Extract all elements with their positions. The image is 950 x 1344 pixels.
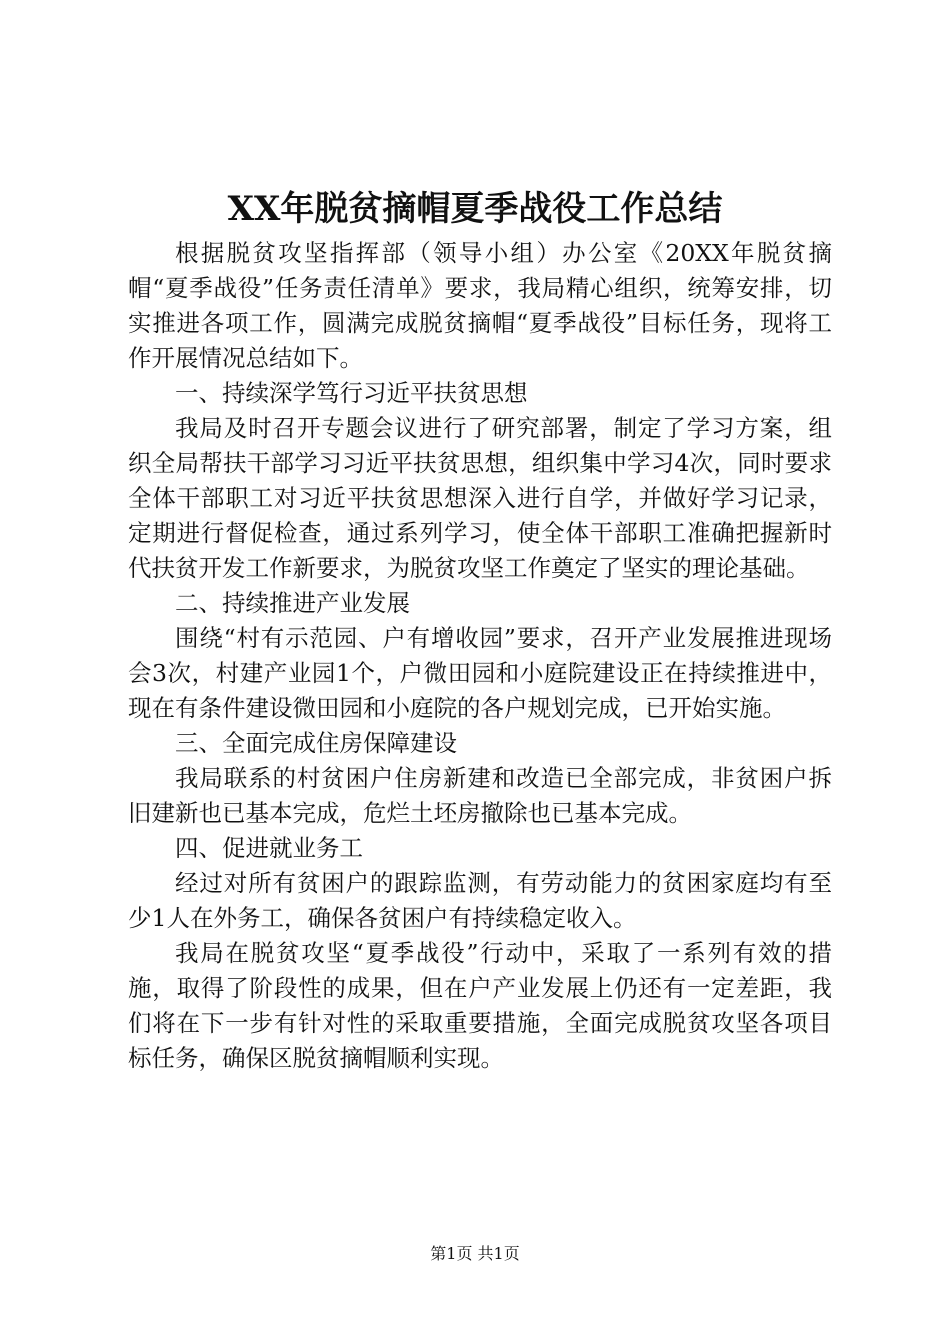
section-heading-2: 二、持续推进产业发展	[175, 589, 410, 617]
document-body	[128, 236, 832, 1076]
section-paragraph-3: 我局联系的村贫困户住房新建和改造已全部完成，非贫困户拆旧建新也已基本完成，危烂土坯房撤除也已基本完成。	[128, 764, 832, 827]
section-paragraph-2: 围绕“村有示范园、户有增收园”要求，召开产业发展推进现场会3次，村建产业园1个，户微田园和小庭院建设正在持续推进中，现在有条件建设微田园和小庭院的各户规划完成，已开始实施。	[128, 624, 832, 722]
section-heading-1: 一、持续深学笃行习近平扶贫思想	[175, 379, 528, 407]
document-title: XX年脱贫摘帽夏季战役工作总结	[227, 189, 723, 229]
section-paragraph-4: 经过对所有贫困户的跟踪监测，有劳动能力的贫困家庭均有至少1人在外务工，确保各贫困户有持续稳定收入。	[128, 869, 832, 932]
section-paragraph-1: 我局及时召开专题会议进行了研究部署，制定了学习方案，组织全局帮扶干部学习习近平扶贫思想，组织集中学习4次，同时要求全体干部职工对习近平扶贫思想深入进行自学，并做好学习记录，定期进行督促检查，通过系列学习，使全体干部职工准确把握新时代扶贫开发工作新要求，为脱贫攻坚工作奠定了坚实的理论基础。	[128, 414, 832, 582]
conclusion-paragraph: 我局在脱贫攻坚“夏季战役”行动中，采取了一系列有效的措施，取得了阶段性的成果，但在户产业发展上仍还有一定差距，我们将在下一步有针对性的采取重要措施，全面完成脱贫攻坚各项目标任务，确保区脱贫摘帽顺利实现。	[128, 939, 832, 1072]
section-heading-3: 三、全面完成住房保障建设	[175, 729, 457, 757]
intro-paragraph: 根据脱贫攻坚指挥部（领导小组）办公室《20XX年脱贫摘帽“夏季战役”任务责任清单》要求，我局精心组织，统筹安排，切实推进各项工作，圆满完成脱贫摘帽“夏季战役”目标任务，现将工作开展情况总结如下。	[128, 239, 832, 372]
page-number-footer: 第1页 共1页	[430, 1244, 520, 1263]
section-heading-4: 四、促进就业务工	[175, 834, 363, 862]
